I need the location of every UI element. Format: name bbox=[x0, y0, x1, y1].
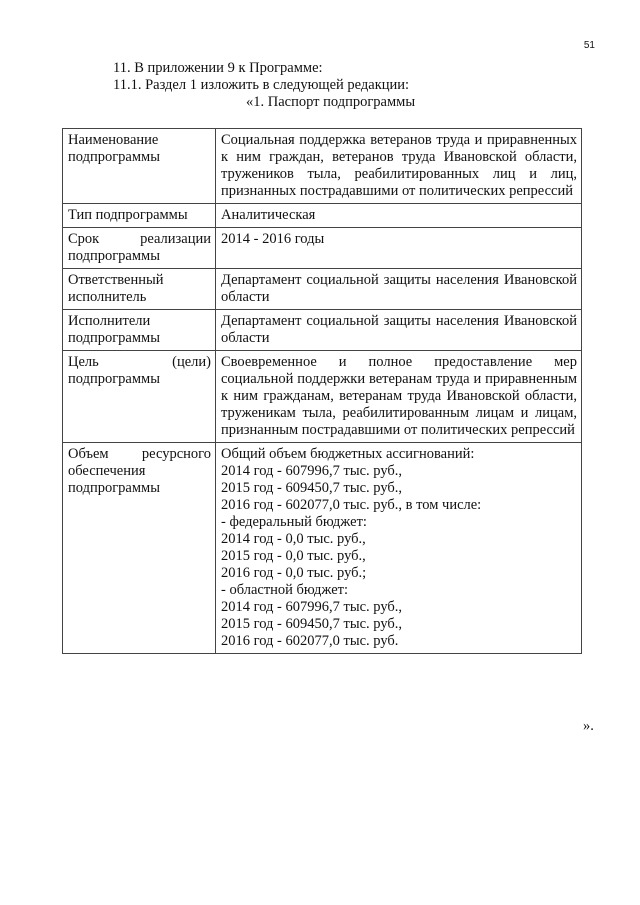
budget-line: - федеральный бюджет: bbox=[221, 514, 367, 530]
budget-line: 2014 год - 607996,7 тыс. руб., bbox=[221, 463, 403, 479]
budget-line: 2016 год - 602077,0 тыс. руб. bbox=[221, 633, 399, 649]
table-row bbox=[63, 228, 582, 269]
row-value: 2014 - 2016 годы bbox=[216, 228, 582, 269]
budget-line: 2015 год - 609450,7 тыс. руб., bbox=[221, 480, 403, 496]
table-row bbox=[63, 269, 582, 310]
table-caption: «1. Паспорт подпрограммы bbox=[246, 94, 416, 110]
row-label: Объем ресурсного обеспечения подпрограммы bbox=[63, 443, 216, 654]
page-number: 51 bbox=[583, 40, 595, 51]
row-value: Департамент социальной защиты населения Ивановской области bbox=[216, 310, 582, 351]
table-row bbox=[63, 310, 582, 351]
budget-line: 2016 год - 0,0 тыс. руб.; bbox=[221, 565, 367, 581]
row-label: Цель (цели) подпрограммы bbox=[63, 351, 216, 443]
row-label: Срок реализации подпрограммы bbox=[63, 228, 216, 269]
row-value: Социальная поддержка ветеранов труда и приравненных к ним граждан, ветеранов труда Ивановской области, тружеников тыла, реабилитированных лиц и лиц, признанных пострадавшими от политических репрессий bbox=[216, 129, 582, 204]
row-value: Своевременное и полное предоставление мер социальной поддержки ветеранам труда и приравненным к ним гражданам, ветеранам труда Ивановской области, труженикам тыла, реабилитированным лицам и лицам, признанным пострадавшими от политических репрессий bbox=[216, 351, 582, 443]
intro-line-2: 11.1. Раздел 1 изложить в следующей редакции: bbox=[113, 77, 410, 93]
table-row bbox=[63, 443, 582, 654]
passport-table bbox=[62, 128, 582, 654]
budget-line: - областной бюджет: bbox=[221, 582, 349, 598]
table-row bbox=[63, 204, 582, 228]
row-label: Наименование подпрограммы bbox=[63, 129, 216, 204]
budget-line: 2016 год - 602077,0 тыс. руб., в том числе: bbox=[221, 497, 482, 513]
budget-line: 2014 год - 0,0 тыс. руб., bbox=[221, 531, 366, 547]
budget-line: 2015 год - 0,0 тыс. руб., bbox=[221, 548, 366, 564]
row-label: Исполнители подпрограммы bbox=[63, 310, 216, 351]
budget-line: 2014 год - 607996,7 тыс. руб., bbox=[221, 599, 403, 615]
row-value: Департамент социальной защиты населения Ивановской области bbox=[216, 269, 582, 310]
row-label: Ответственный исполнитель bbox=[63, 269, 216, 310]
table-row bbox=[63, 351, 582, 443]
intro-block bbox=[113, 60, 415, 111]
row-value: Аналитическая bbox=[216, 204, 582, 228]
closing-quote: ». bbox=[583, 718, 594, 734]
budget-line: Общий объем бюджетных ассигнований: bbox=[221, 446, 475, 462]
row-label: Тип подпрограммы bbox=[63, 204, 216, 228]
budget-line: 2015 год - 609450,7 тыс. руб., bbox=[221, 616, 403, 632]
row-value-lines bbox=[216, 443, 582, 654]
table-row bbox=[63, 129, 582, 204]
intro-line-1: 11. В приложении 9 к Программе: bbox=[113, 60, 323, 76]
